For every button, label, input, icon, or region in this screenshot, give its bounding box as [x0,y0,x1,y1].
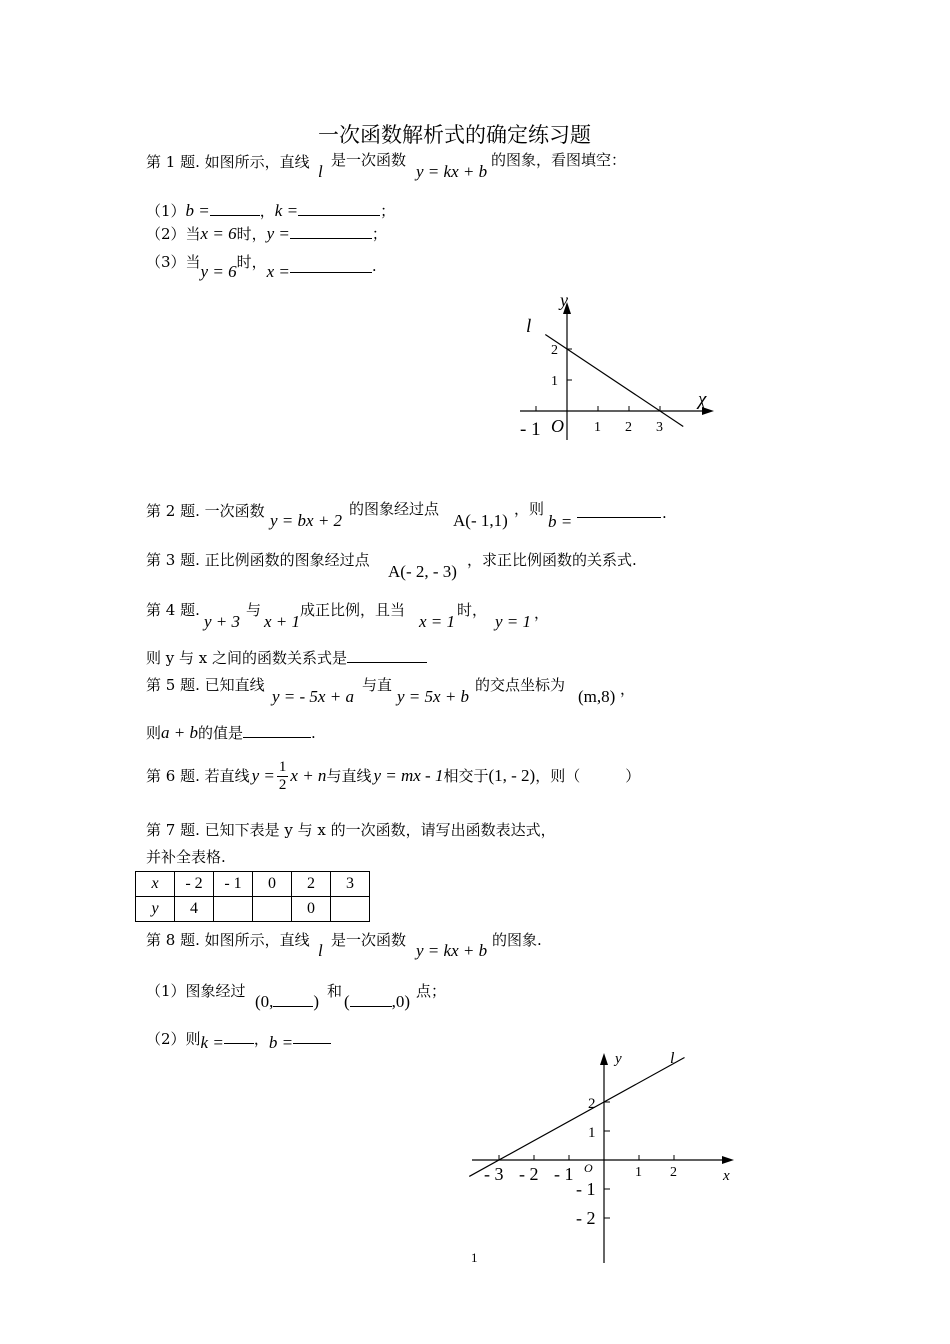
q2-point: A(- 1,1) [453,511,508,530]
q7-cell: 4 [175,897,214,922]
q8-part2 [146,1029,331,1052]
q8-p2-b: b = [268,1033,294,1052]
q7-cell: 0 [292,897,331,922]
q5-then: 则 [146,724,162,742]
q6-den: 2 [278,776,287,793]
q3-prefix: 第 3 题. 正比例函数的图象经过点 [146,551,370,569]
q5-point: (m,8) [578,687,616,706]
graph2-figure [460,1045,750,1270]
graph2-line-l [469,1058,684,1177]
q2-mid: 的图象经过点 [349,500,440,518]
q8-p2-label: （2）则 [146,1030,201,1048]
graph2-y-label: y [615,1051,622,1067]
q4-line2-text: 则 y 与 x 之间的函数关系式是 [146,649,348,667]
q5-end: ， [620,680,636,698]
q8-p1-pt2 [344,992,410,1012]
q8-p1-pt1a: (0, [255,992,274,1011]
q8-p1-end: 点； [416,982,447,1000]
q1-p2-y: y = [266,224,290,243]
q6-num: 1 [278,759,287,775]
q4-end: ， [534,604,550,622]
graph2-y-tick-label: - 2 [576,1208,596,1228]
q2-end: . [662,504,667,522]
q8-p1-and: 和 [327,982,343,1000]
q1-p2-cond: x = 6 [200,224,237,243]
q1-p2-end: ； [371,225,387,243]
q6-y-eq: y = [251,765,275,785]
q1-p1-sep: ， [259,202,275,220]
q4-mid3: 时， [457,601,488,619]
q8-p1-blank2[interactable] [350,992,392,1007]
graph2-y-tick-label: - 1 [576,1179,596,1199]
graph1-x-tick-label: 3 [656,420,663,435]
graph2-x-arrow-icon [722,1156,734,1164]
graph1-origin: O [551,416,564,436]
q1-p3-mid: 时， [236,253,267,271]
q8-prefix: 第 8 题. 如图所示，直线 [146,931,310,949]
q5-expr: a + b [161,723,198,742]
graph1-x-tick-label: 1 [594,420,601,435]
q4-expr1: y + 3 [204,612,241,631]
q1-p1-b: b = [185,201,210,220]
q6-tail: x + n [290,765,327,785]
q5-line1: y = - 5x + a [272,687,354,706]
q1-p1-label: （1） [146,202,186,220]
q7-line1: 第 7 题. 已知下表是 y 与 x 的一次函数，请写出函数表达式， [146,821,556,839]
q1-part1 [146,201,395,221]
q8-line-name: l [318,941,323,960]
q1-mid: 是一次函数 [331,151,407,169]
q1-p3-blank[interactable] [290,258,372,273]
page-number: 1 [471,1250,478,1265]
q4-mid1: 与 [246,601,262,619]
q6-line2: y = mx - 1 [373,765,444,785]
graph2-x-tick-label: - 2 [519,1164,539,1184]
q1-p3-end: . [371,257,377,275]
q2-formula: y = bx + 2 [270,511,343,530]
graph1-x-tick-label: 2 [625,420,632,435]
page-title: 一次函数解析式的确定练习题 [318,123,591,147]
q7-cell: x [136,872,175,897]
q6-prefix: 第 6 题. 若直线 [146,767,250,785]
q2-blank[interactable] [577,505,661,518]
q4-blank[interactable] [347,648,427,663]
q5-blank[interactable] [243,723,311,738]
graph2-origin: O [584,1161,593,1175]
q8-p1-pt2b: ,0) [391,992,411,1011]
q6-mid2: 相交于 [443,767,489,785]
q5-l2-end: . [311,724,316,742]
graph1-figure [510,290,720,450]
q5-line2-text [146,723,316,743]
q5-prefix: 第 5 题. 已知直线 [146,676,265,694]
q5-mid: 与直 [362,676,393,694]
q5-line2: y = 5x + b [397,687,470,706]
q1-p2-label: （2）当 [146,225,201,243]
q1-formula: y = kx + b [416,162,488,181]
q2-prefix: 第 2 题. 一次函数 [146,502,265,520]
q2-then: ，则 [514,500,545,518]
q7-table [135,871,370,922]
q1-p1-k-blank[interactable] [298,201,380,216]
q6-row [146,756,640,796]
q3-point: A(- 2, - 3) [388,562,457,581]
q1-p3-cond: y = 6 [200,262,237,281]
q8-p1-pt1b: ) [313,992,320,1011]
q8-p2-k-blank[interactable] [224,1029,254,1044]
q8-formula: y = kx + b [416,941,488,960]
graph1-y-label: y [560,290,568,310]
q8-p1-pt2a: ( [344,992,350,1011]
graph2-x-tick-label: - 3 [484,1164,504,1184]
q5-text: 的值是 [198,724,244,742]
q7-cell-blank[interactable] [214,897,253,922]
q1-line-name: l [318,162,323,181]
q7-row-x [136,872,370,897]
q3-suffix: ，求正比例函数的关系式. [467,551,637,569]
graph2-x-tick-label: 1 [635,1165,642,1180]
q1-part2 [146,224,387,244]
q7-cell-blank[interactable] [253,897,292,922]
q1-p1-k: k = [274,201,299,220]
graph1-line-l [545,335,683,427]
q8-p1-blank1[interactable] [273,992,313,1007]
q7-cell-blank[interactable] [331,897,370,922]
graph2-line-label: l [670,1050,675,1067]
q4-expr2: x + 1 [264,612,301,631]
q1-suffix: 的图象，看图填空： [491,151,627,169]
q7-line2: 并补全表格. [146,848,226,866]
q7-cell: 0 [253,872,292,897]
q4-val: y = 1 [495,612,532,631]
q8-p2-k: k = [200,1033,224,1052]
q8-suffix: 的图象. [492,931,542,949]
graph2-y-tick-label: 1 [588,1125,596,1141]
q6-point: (1, - 2) [488,765,536,785]
graph2-x-label: x [723,1168,730,1184]
q4-prefix: 第 4 题. [146,601,200,619]
q6-mid: 与直线 [326,767,372,785]
q7-cell: 3 [331,872,370,897]
graph2-x-tick-label: 2 [670,1165,677,1180]
q8-p2-b-blank[interactable] [293,1029,331,1044]
q7-cell: 2 [292,872,331,897]
q7-cell: - 1 [214,872,253,897]
q1-prefix: 第 1 题. 如图所示，直线 [146,153,310,171]
q8-p1-pt1 [255,992,319,1012]
q4-cond: x = 1 [419,612,456,631]
q8-p1-label: （1）图象经过 [146,982,246,1000]
q1-part3 [146,252,377,281]
q1-p1-end: ； [380,202,396,220]
q7-cell: - 2 [175,872,214,897]
q1-p3-label: （3）当 [146,253,201,271]
q7-cell: y [136,897,175,922]
q8-mid: 是一次函数 [331,931,407,949]
graph2-x-tick-label: - 1 [554,1164,574,1184]
q4-mid2: 成正比例，且当 [300,601,406,619]
graph2-y-tick-label: 2 [588,1096,596,1112]
q1-p1-b-blank[interactable] [210,201,260,216]
q1-p2-blank[interactable] [290,224,372,239]
q6-fraction [277,759,289,793]
graph1-y-tick-label: 2 [551,343,558,358]
q2-answer: b = [548,512,573,531]
q1-p2-mid: 时， [236,225,267,243]
graph1-x-label: χ [698,389,707,410]
q4-line2 [146,648,427,667]
q6-suffix: ，则（ ） [535,767,641,785]
q5-suffix: 的交点坐标为 [475,676,566,694]
q7-row-y [136,897,370,922]
q8-p2-sep: ， [253,1030,269,1048]
graph2-y-arrow-icon [600,1053,608,1065]
graph1-line-label: l [526,316,532,337]
q1-p3-x: x = [266,262,290,281]
graph1-y-tick-label: 1 [551,374,558,389]
graph1-x-tick-label: - 1 [520,419,541,440]
